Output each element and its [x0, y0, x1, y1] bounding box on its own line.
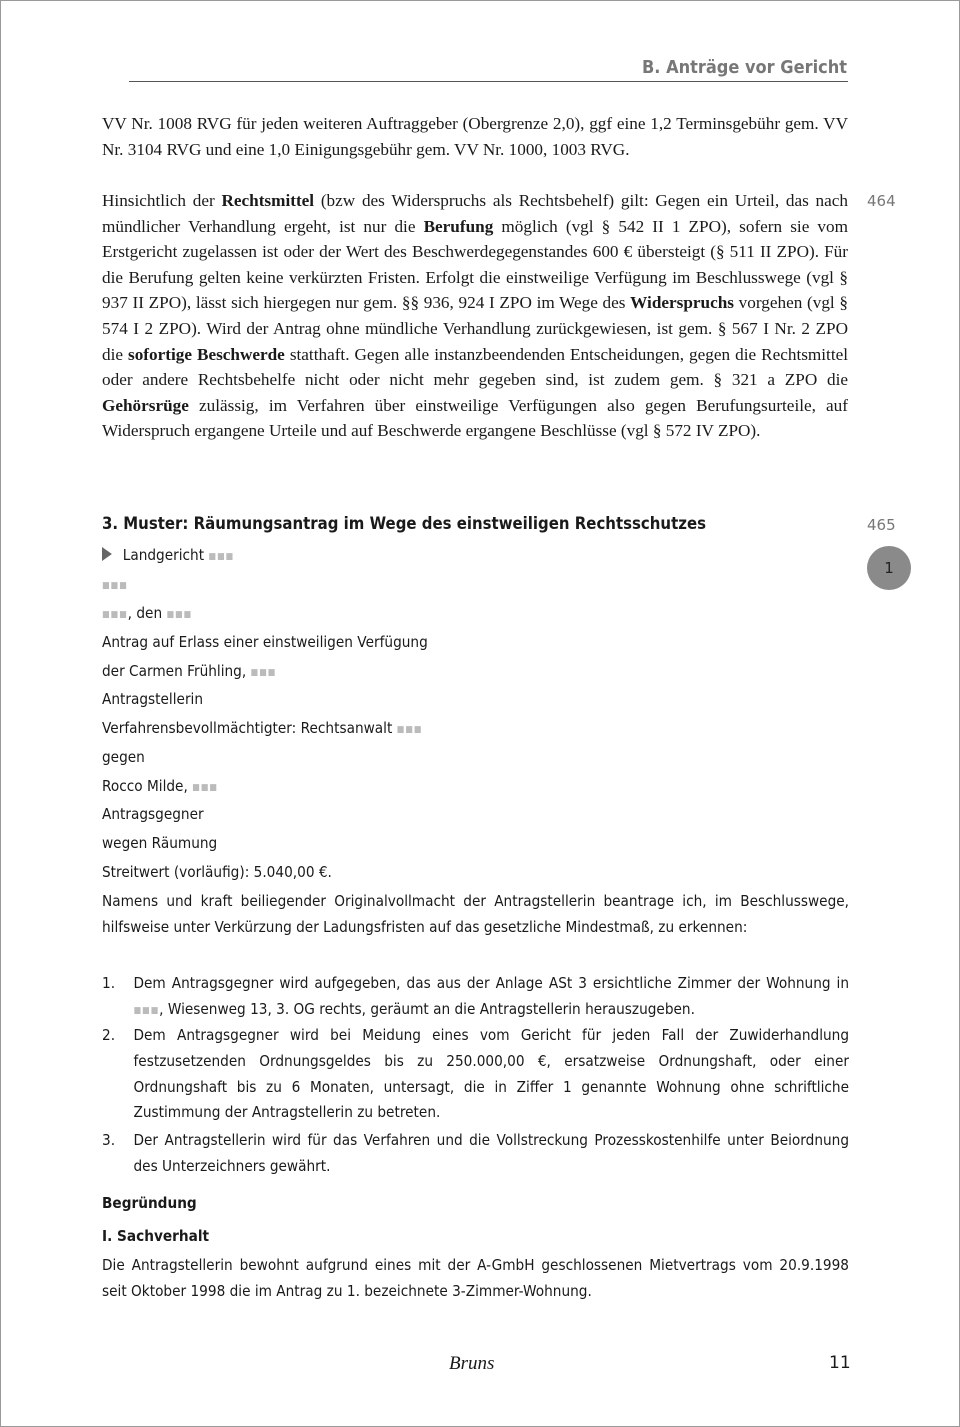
item-number: 1.: [102, 974, 116, 992]
item-text: [134, 971, 850, 1025]
text-run: Dem Antragsgegner wird aufgegeben, das aus der Anlage ASt 3 ersichtliche Zimmer der Wohnung in: [133, 974, 849, 992]
text-run: statthaft. Gegen alle instanzbeendenden Entscheidungen, gegen die Rechtsmittel oder andere Rechtsbehelfe nicht oder nicht mehr gegeben sind, ist zudem gem. § 321 a ZPO die: [102, 344, 849, 390]
text-run: gegen: [102, 748, 145, 766]
placeholder-mark: ■■■: [102, 610, 128, 620]
page-number: 11: [829, 1353, 851, 1373]
heading-begruendung: Begründung: [102, 1194, 197, 1212]
form-line: [102, 633, 428, 651]
text-run: wegen Räumung: [102, 834, 218, 852]
form-line: [102, 748, 145, 766]
item-number: 3.: [102, 1131, 116, 1149]
margin-number: 464: [867, 192, 896, 210]
placeholder-mark: ■■■: [102, 581, 128, 591]
form-line: [102, 690, 203, 708]
form-line: [102, 604, 192, 622]
text-run: der Carmen Frühling,: [102, 662, 251, 680]
text-run: , Wiesenweg 13, 3. OG rechts, geräumt an die Antragstellerin herauszugeben.: [159, 999, 695, 1018]
form-line: [102, 777, 218, 795]
section-heading: 3. Muster: Räumungsantrag im Wege des einstweiligen Rechtsschutzes: [102, 514, 706, 534]
form-line: [102, 662, 276, 680]
paragraph-rechtsmittel: [102, 188, 848, 444]
running-header: B. Anträge vor Gericht: [641, 57, 847, 78]
header-rule: [129, 81, 848, 82]
text-run: Antragsgegner: [102, 805, 204, 823]
placeholder-mark: ■■■: [208, 552, 235, 562]
text-run: Antrag auf Erlass einer einstweiligen Verfügung: [102, 633, 428, 651]
text-run: Dem Antragsgegner wird bei Meidung eines vom Gericht für jeden Fall der Zuwiderhandlung festzusetzenden Ordnungsgeldes bis zu 250.000,00 €, ersatzweise Ordnungshaft, oder einer Ordnungshaft bis zu 6 Monaten, untersagt, die in Ziffer 1 genannte Wohnung ohne schriftliche Zustimmung der Antragstellerin zu betreten.: [133, 1026, 849, 1122]
text-run: Verfahrensbevollmächtigter: Rechtsanwalt: [102, 719, 397, 737]
bold-term: Gehörsrüge: [102, 395, 189, 415]
item-text: [134, 1023, 850, 1126]
text-run: Landgericht: [122, 546, 209, 564]
text-run: vorgehen (vgl § 574 I 2 ZPO). Wird der Antrag ohne mündliche Verhandlung zurückgewiesen, ist gem. § 567 I Nr. 2 ZPO die: [102, 293, 848, 364]
form-list-item: [102, 1128, 849, 1180]
text-run: zulässig, im Verfahren über einstweilige Verfügungen also gegen Berufungsurteile, auf Widerspruch ergangene Urteile und auf Beschwerde ergangene Beschlüsse (vgl § 572 IV ZPO).: [102, 395, 848, 441]
form-intro: [102, 889, 849, 941]
form-number-badge: 1: [867, 546, 911, 590]
bold-term: Rechtsmittel: [221, 191, 315, 210]
placeholder-mark: ■■■: [166, 610, 193, 620]
form-list-item: [102, 971, 849, 1025]
placeholder-mark: ■■■: [192, 783, 218, 793]
form-line: [102, 719, 422, 737]
text-run: möglich (vgl § 542 II 1 ZPO), sofern sie vom Erstgericht zugelassen ist oder der Wert des Beschwerdegegenstandes 600 € übersteigt (§ 511 II ZPO). Für die Berufung gelten keine verkürzten Fristen. Erfolgt die einstweilige Verfügung im Beschlusswege (vgl § 937 II ZPO), lässt sich hiergegen nur gem. §§ 936, 924 I ZPO im Wege des: [102, 216, 848, 313]
text-run: Die Antragstellerin bewohnt aufgrund eines mit der A-GmbH geschlossenen Mietvertrags vom 20.9.1998 seit Oktober 1998 die im Antrag zu 1. bezeichnete 3-Zimmer-Wohnung.: [102, 1256, 849, 1300]
footer-author: Bruns: [449, 1353, 495, 1374]
text-run: Namens und kraft beiliegender Originalvollmacht der Antragstellerin beantrage ich, im Beschlusswege, hilfsweise unter Verkürzung der Ladungsfristen auf das gesetzliche Mindestmaß, zu erkennen:: [102, 892, 849, 936]
bold-term: Berufung: [423, 216, 494, 236]
paragraph-fees: [102, 111, 848, 162]
item-number: 2.: [102, 1026, 116, 1044]
form-list-item: [102, 1023, 849, 1126]
text-run: VV Nr. 1008 RVG für jeden weiteren Auftraggeber (Obergrenze 2,0), ggf eine 1,2 Terminsgebühr gem. VV Nr. 3104 RVG und eine 1,0 Einigungsgebühr gem. VV Nr. 1000, 1003 RVG.: [102, 114, 848, 159]
paragraph-sachverhalt: [102, 1253, 849, 1305]
heading-sachverhalt: I. Sachverhalt: [102, 1227, 210, 1245]
placeholder-mark: ■■■: [396, 725, 423, 735]
form-line: [102, 575, 128, 593]
text-run: Streitwert (vorläufig): 5.040,00 €.: [102, 863, 332, 881]
item-text: [134, 1128, 850, 1180]
text-run: Der Antragstellerin wird für das Verfahren und die Vollstreckung Prozesskostenhilfe unter Beiordnung des Unterzeichners gewährt.: [133, 1131, 849, 1175]
placeholder-mark: ■■■: [250, 668, 277, 678]
triangle-marker-icon: [102, 547, 112, 561]
form-line: [102, 834, 217, 852]
form-line: [102, 863, 332, 881]
text-run: Antragstellerin: [102, 690, 204, 708]
text-run: (bzw des Widerspruchs als Rechtsbehelf) gilt: Gegen ein Urteil, das nach mündlicher Verhandlung ergeht, ist nur die: [102, 191, 848, 236]
text-run: Rocco Milde,: [102, 777, 193, 795]
text-run: , den: [127, 604, 167, 622]
bold-term: sofortige Beschwerde: [128, 344, 285, 364]
bold-term: Widerspruchs: [630, 293, 734, 313]
form-line: [102, 805, 204, 823]
text-run: Hinsichtlich der: [102, 191, 222, 210]
placeholder-mark: ■■■: [133, 1005, 160, 1016]
form-line: [102, 546, 234, 564]
margin-number: 465: [867, 516, 896, 534]
